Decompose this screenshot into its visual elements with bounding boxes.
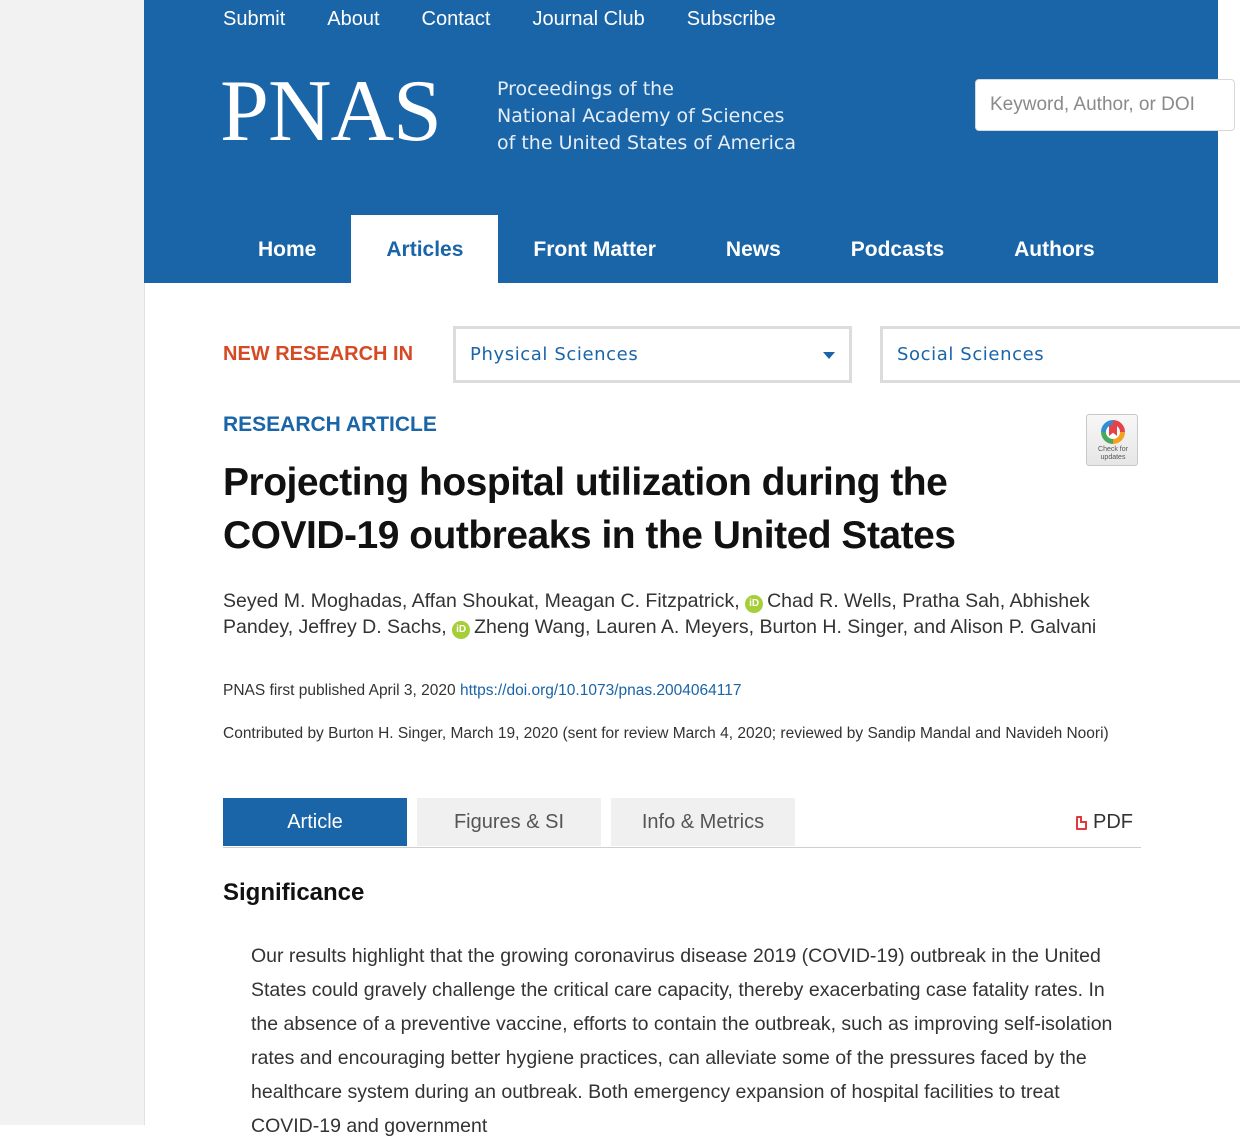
tagline-line-3: of the United States of America — [497, 132, 796, 154]
page — [144, 0, 1218, 1137]
social-sciences-select[interactable] — [880, 326, 1240, 383]
check-for-updates-label: Check for updates — [1098, 446, 1128, 461]
nav-about[interactable]: About — [327, 8, 380, 30]
tagline-line-2: National Academy of Sciences — [497, 105, 785, 127]
tab-front-matter[interactable]: Front Matter — [533, 238, 656, 261]
tab-articles[interactable]: Articles — [351, 215, 498, 283]
publication-line — [223, 682, 741, 700]
tab-info-metrics[interactable]: Info & Metrics — [611, 798, 795, 846]
left-gutter — [0, 0, 145, 1125]
published-date: PNAS first published April 3, 2020 — [223, 682, 456, 699]
nav-submit[interactable]: Submit — [223, 8, 286, 30]
pdf-icon — [1076, 816, 1087, 830]
tab-figures-si[interactable]: Figures & SI — [417, 798, 601, 846]
article-title: Projecting hospital utilization during the COVID-19 outbreaks in the United States — [223, 461, 956, 557]
tab-news[interactable]: News — [725, 238, 781, 261]
significance-heading: Significance — [223, 879, 365, 906]
pdf-label: PDF — [1093, 811, 1133, 833]
tab-article[interactable]: Article — [223, 798, 407, 846]
tab-podcasts[interactable]: Podcasts — [850, 238, 945, 261]
authors-part-1[interactable]: Seyed M. Moghadas, Affan Shoukat, Meagan C. Fitzpatrick, — [223, 590, 740, 612]
search-box — [975, 79, 1235, 131]
tab-home[interactable]: Home — [258, 238, 317, 261]
article-type: RESEARCH ARTICLE — [223, 413, 437, 436]
contributed-note: Contributed by Burton H. Singer, March 19, 2020 (sent for review March 4, 2020; reviewed by Sandip Mandal and Navideh Noori) — [223, 725, 1109, 742]
tagline — [497, 76, 796, 157]
orcid-icon[interactable]: iD — [745, 595, 763, 613]
tagline-line-1: Proceedings of the — [497, 78, 674, 100]
check-for-updates-badge[interactable] — [1086, 414, 1138, 466]
new-research-label: NEW RESEARCH IN — [223, 343, 414, 365]
author-list — [223, 588, 1143, 640]
social-sciences-value: Social Sciences — [897, 344, 1045, 365]
physical-sciences-select[interactable] — [453, 326, 852, 383]
chevron-down-icon — [823, 352, 835, 359]
authors-part-2[interactable]: Chad R. Wells, Pratha Sah, Abhishek Pandey, Jeffrey D. Sachs, — [223, 590, 1090, 638]
search-input[interactable] — [976, 80, 1234, 130]
nav-journal-club[interactable]: Journal Club — [532, 8, 645, 30]
pdf-link[interactable] — [1076, 798, 1133, 846]
orcid-icon[interactable]: iD — [452, 621, 470, 639]
tab-authors[interactable]: Authors — [1014, 238, 1095, 261]
nav-contact[interactable]: Contact — [421, 8, 491, 30]
pnas-logo[interactable]: PNAS — [220, 63, 441, 160]
utility-nav — [223, 8, 818, 31]
significance-body: Our results highlight that the growing coronavirus disease 2019 (COVID-19) outbreak in the United States could gravely challenge the critical care capacity, thereby exacerbating case fatality rates. In the absence of a preventive vaccine, efforts to contain the outbreak, such as improving self-isolation rates and encouraging better hygiene practices, can alleviate some of the pressures faced by the healthcare system during an outbreak. Both emergency expansion of hospital facilities to treat COVID-19 and government — [251, 945, 1113, 1137]
site-header — [144, 0, 1218, 283]
doi-link[interactable]: https://doi.org/10.1073/pnas.2004064117 — [459, 682, 742, 699]
article-tabs — [223, 798, 1141, 848]
main-nav — [223, 215, 1130, 283]
authors-part-3[interactable]: Zheng Wang, Lauren A. Meyers, Burton H. Singer, and Alison P. Galvani — [474, 616, 1097, 638]
physical-sciences-value: Physical Sciences — [470, 344, 639, 365]
nav-subscribe[interactable]: Subscribe — [686, 8, 776, 30]
